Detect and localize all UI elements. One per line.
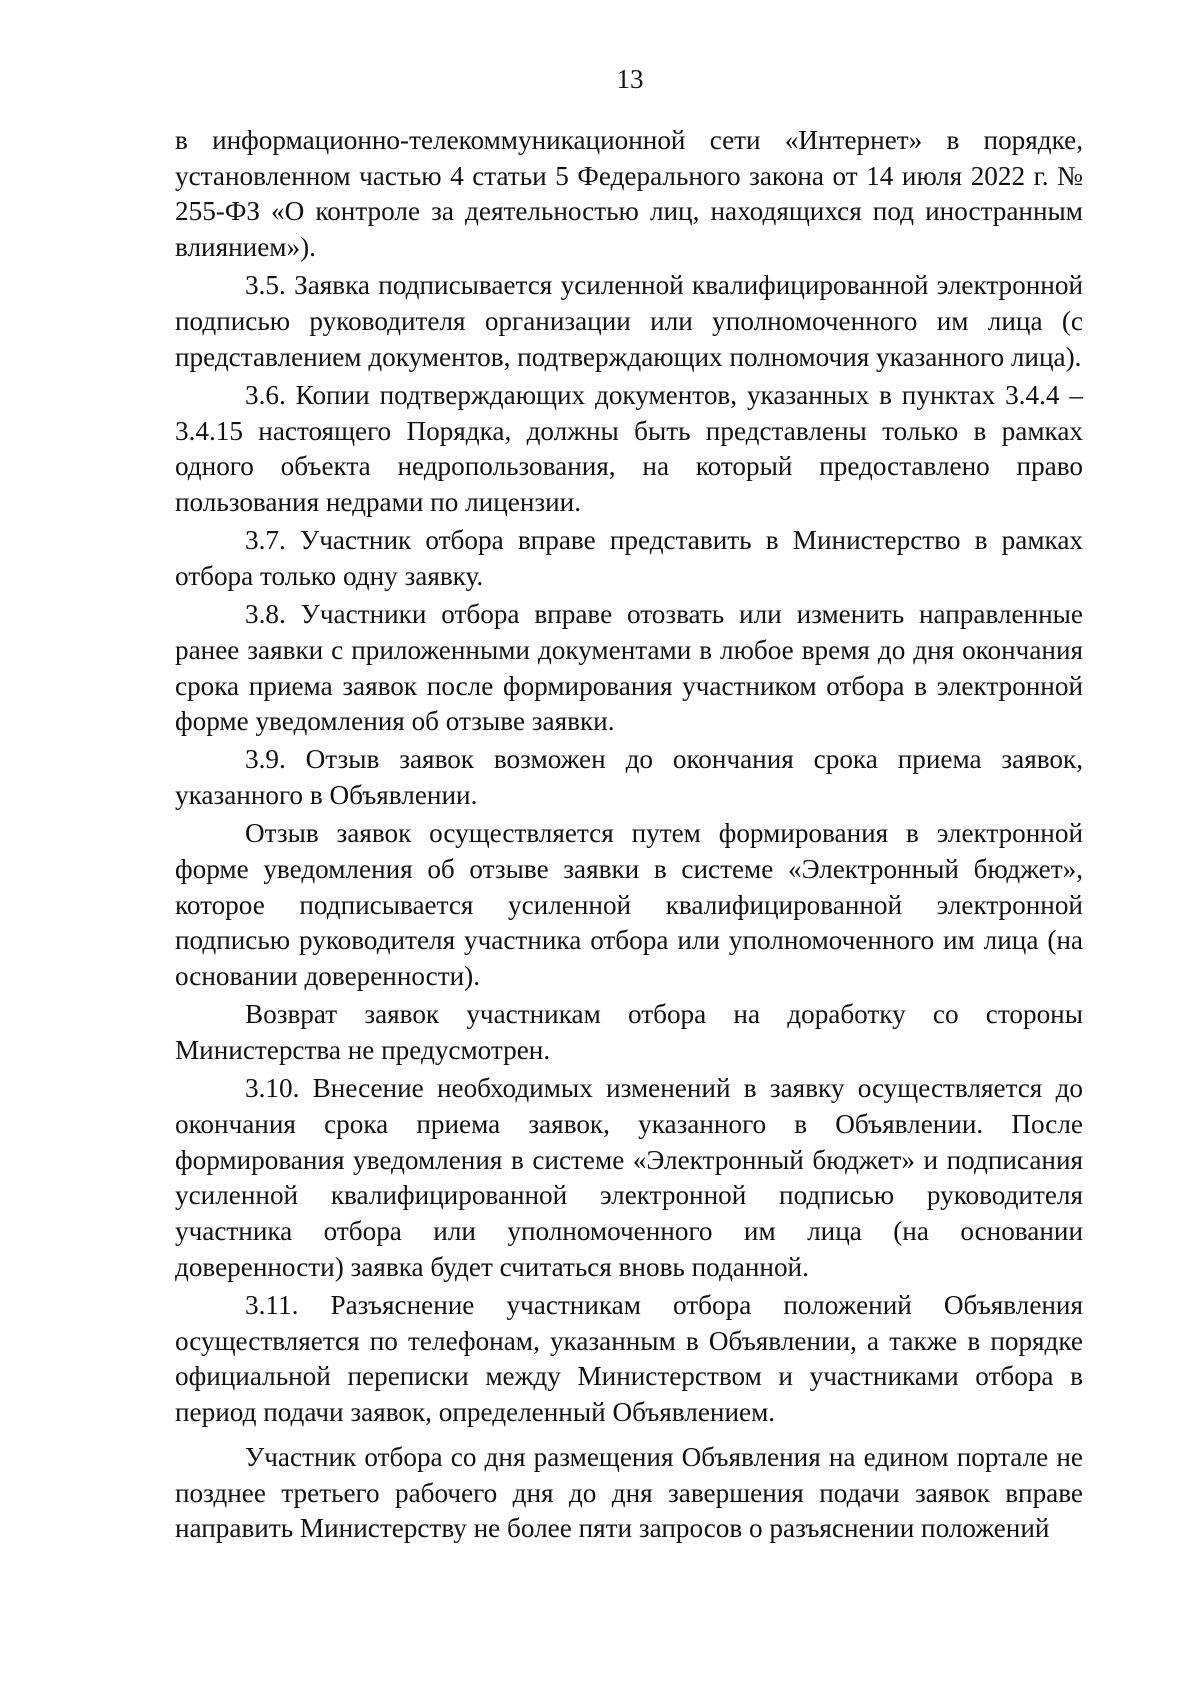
page-number: 13	[616, 64, 644, 94]
paragraph-3-9-withdrawal: Отзыв заявок осуществляется путем формирования в электронной форме уведомления об отзыве заявки в системе «Электронный бюджет», которое подписывается усиленной квалифицированной электронной подписью руководителя участника отбора или уполномоченного им лица (на основании доверенности).	[175, 818, 1083, 992]
paragraph-3-11-requests: Участник отбора со дня размещения Объявления на едином портале не позднее третьего рабочего дня до дня завершения подачи заявок вправе направить Министерству не более пяти запросов о разъяснении положений	[175, 1441, 1083, 1544]
paragraph-3-9-return: Возврат заявок участникам отбора на доработку со стороны Министерства не предусмотрен.	[175, 999, 1083, 1066]
paragraph-3-7: 3.7. Участник отбора вправе представить в Министерство в рамках отбора только одну заявку.	[175, 525, 1083, 591]
paragraph-continuation: в информационно-телекоммуникационной сети «Интернет» в порядке, установленном частью 4 статьи 5 Федерального закона от 14 июля 2022 г. № 255-ФЗ «О контроле за деятельностью лиц, находящихся под иностранным влиянием»).	[175, 125, 1083, 263]
paragraph-3-10: 3.10. Внесение необходимых изменений в заявку осуществляется до окончания срока приема заявок, указанного в Объявлении. После формирования уведомления в системе «Электронный бюджет» и подписания усиленной квалифицированной электронной подписью руководителя участника отбора или уполномоченного им лица (на основании доверенности) заявка будет считаться вновь поданной.	[175, 1073, 1083, 1282]
paragraph-3-9: 3.9. Отзыв заявок возможен до окончания срока приема заявок, указанного в Объявлении.	[175, 744, 1083, 811]
document-body	[175, 123, 1083, 1549]
paragraph-3-5: 3.5. Заявка подписывается усиленной квалифицированной электронной подписью руководителя организации или уполномоченного им лица (с представлением документов, подтверждающих полномочия указанного лица).	[175, 270, 1083, 372]
paragraph-3-8: 3.8. Участники отбора вправе отозвать или изменить направленные ранее заявки с приложенными документами в любое время до дня окончания срока приема заявок после формирования участником отбора в электронной форме уведомления об отзыве заявки.	[175, 599, 1083, 737]
paragraph-3-6: 3.6. Копии подтверждающих документов, указанных в пунктах 3.4.4 – 3.4.15 настоящего Порядка, должны быть представлены только в рамках одного объекта недропользования, на который предоставлено право пользования недрами по лицензии.	[175, 379, 1083, 518]
paragraph-3-11: 3.11. Разъяснение участникам отбора положений Объявления осуществляется по телефонам, указанным в Объявлении, а также в порядке официальной переписки между Министерством и участниками отбора в период подачи заявок, определенный Объявлением.	[175, 1290, 1083, 1428]
